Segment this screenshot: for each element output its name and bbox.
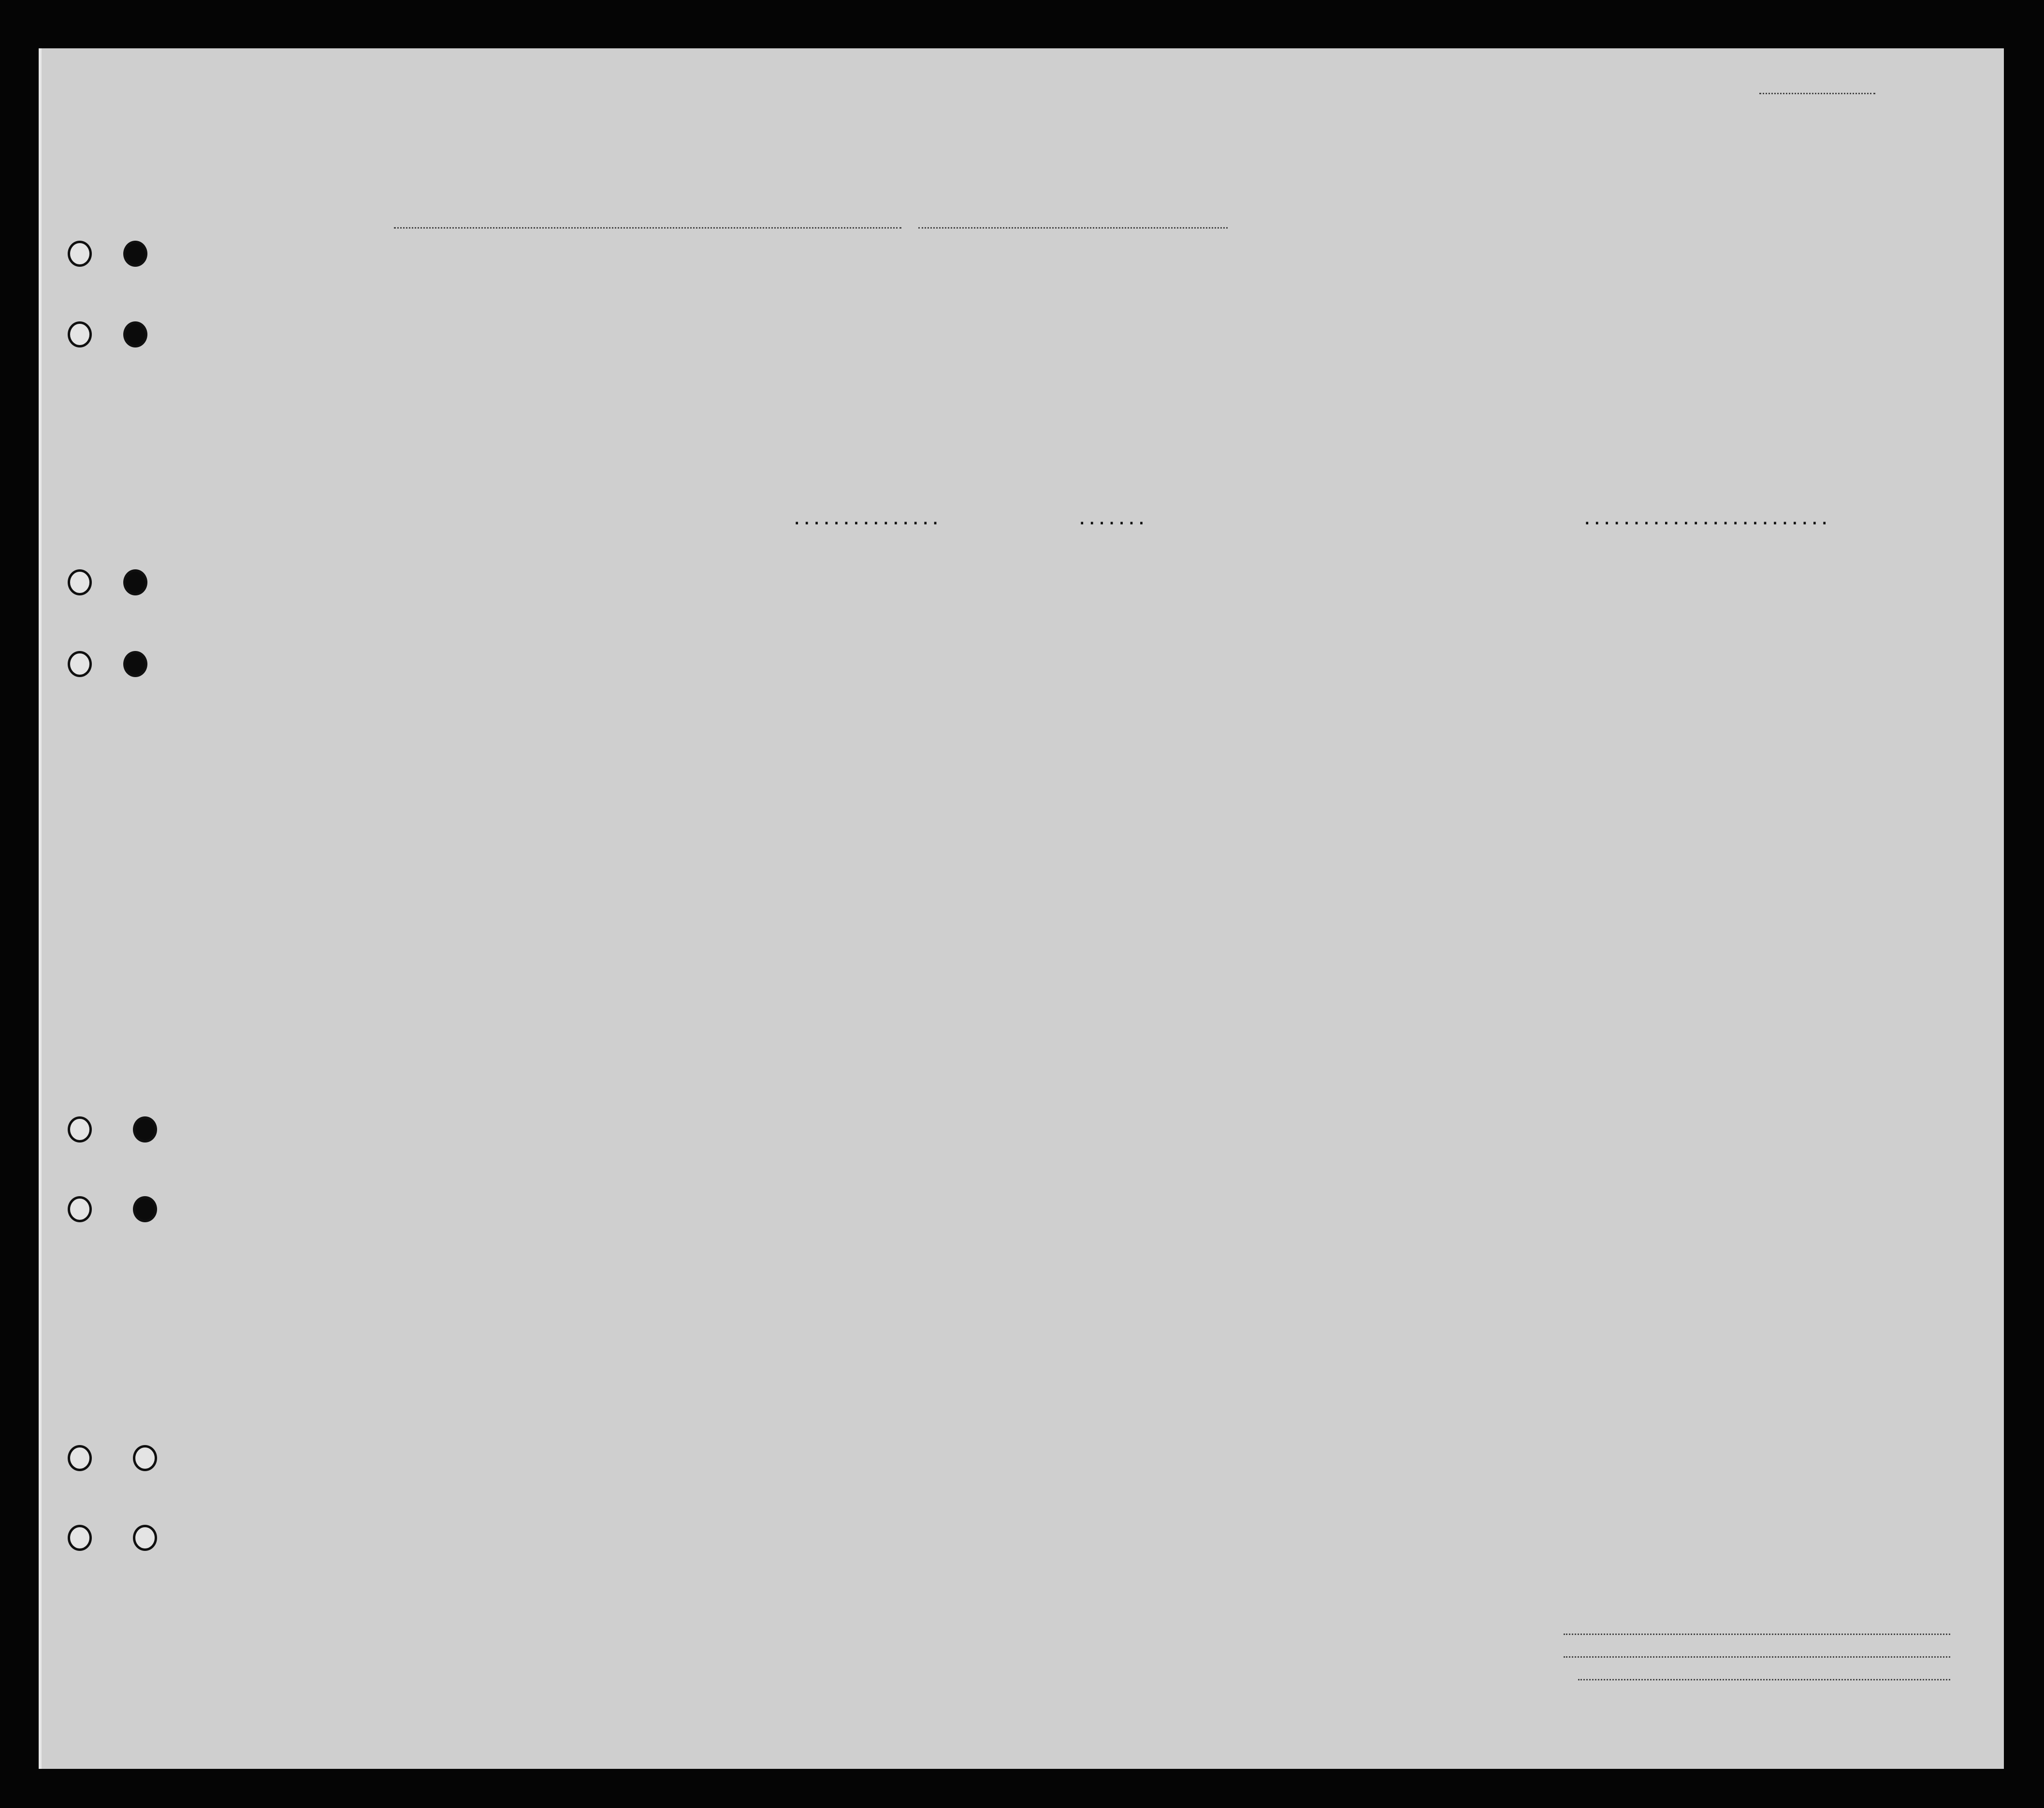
punch-hole: [68, 321, 92, 347]
punch-hole: [68, 1196, 92, 1222]
punch-hole: [133, 1196, 157, 1222]
header-offer-labor: [1462, 302, 1491, 411]
punch-hole: [68, 569, 92, 595]
header-overthrow: [1409, 302, 1452, 411]
signature-line-blank: [1564, 1634, 1950, 1635]
entry-row2-dots1: ...............: [793, 511, 941, 528]
punch-hole: [123, 321, 147, 347]
entry-row2-dots2: .......: [1078, 511, 1147, 528]
punch-hole: [68, 1116, 92, 1143]
punch-hole: [133, 1445, 157, 1471]
punch-hole: [123, 569, 147, 595]
header-deported-year: [1501, 314, 1515, 411]
signature-agents-blank: [1578, 1679, 1950, 1680]
punch-hole: [133, 1116, 157, 1143]
punch-hole: [123, 241, 147, 267]
punch-hole: [123, 651, 147, 677]
header-purpose-return: [1211, 324, 1232, 413]
entry-row2-dots3: .........................: [1583, 511, 1830, 528]
header-deported-any: [1529, 314, 1543, 411]
punch-hole: [68, 1525, 92, 1551]
punch-hole: [68, 1445, 92, 1471]
signature-owners-blank: [1564, 1656, 1950, 1658]
header-purpose-citizen: [1286, 324, 1307, 413]
punch-hole: [68, 651, 92, 677]
header-purpose-length: [1252, 324, 1273, 413]
punch-hole: [68, 241, 92, 267]
punch-hole: [133, 1525, 157, 1551]
header-prison: [1319, 309, 1341, 413]
